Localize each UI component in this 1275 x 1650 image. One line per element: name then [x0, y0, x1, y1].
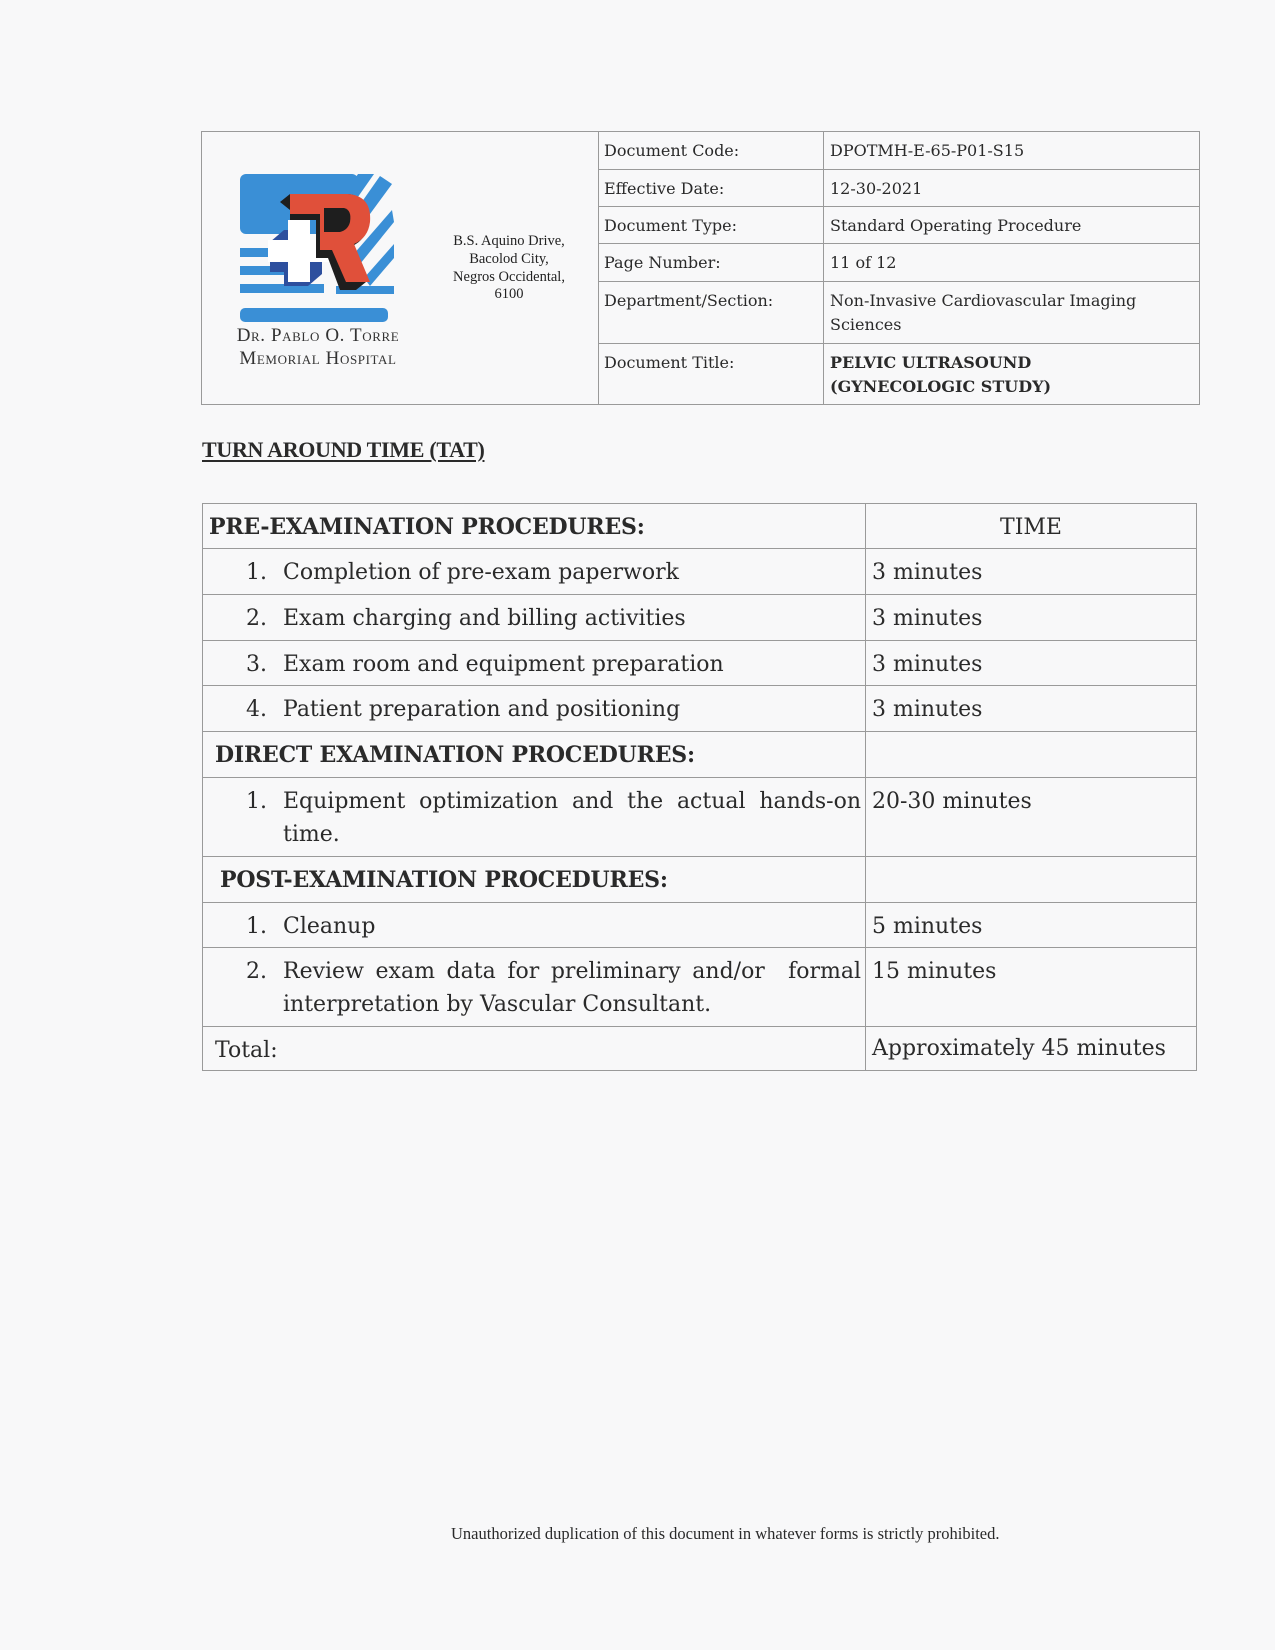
meta-row-document-type — [598, 207, 1199, 244]
table-row — [203, 595, 1196, 641]
meta-label: Document Title: — [598, 344, 824, 404]
document-title-value — [824, 344, 1199, 404]
page-number-value: 11 of 12 — [830, 253, 897, 272]
meta-row-page-number — [598, 244, 1199, 282]
time-cell: 3 minutes — [872, 606, 983, 631]
tat-table — [202, 503, 1197, 1071]
table-row — [203, 549, 1196, 595]
item-text: Exam charging and billing activities — [283, 606, 686, 631]
document-metadata-table — [598, 132, 1199, 404]
meta-label: Effective Date: — [598, 170, 824, 206]
table-row — [203, 778, 1196, 857]
procedure-cell — [203, 686, 866, 731]
time-cell: 3 minutes — [872, 560, 983, 585]
section-row-post — [203, 857, 1196, 903]
procedure-cell — [203, 549, 866, 594]
table-row — [203, 641, 1196, 686]
item-number: 3. — [246, 652, 267, 677]
hospital-address — [434, 232, 584, 302]
document-title-line1: PELVIC ULTRASOUND — [830, 353, 1032, 372]
time-cell: 3 minutes — [872, 697, 983, 722]
item-text-line1: Equipment optimization and the actual hands-on — [283, 789, 861, 814]
total-row — [203, 1027, 1196, 1070]
total-label-cell — [203, 1027, 866, 1070]
hospital-name-line1: Dr. Pablo O. Torre — [236, 325, 400, 346]
table-row — [203, 686, 1196, 732]
meta-label: Department/Section: — [598, 282, 824, 343]
address-line4: 6100 — [494, 286, 524, 302]
section-title: TURN AROUND TIME (TAT) — [202, 437, 485, 462]
procedure-cell — [203, 903, 866, 947]
item-text: Cleanup — [283, 914, 376, 939]
item-text: Completion of pre-exam paperwork — [283, 560, 679, 585]
meta-label: Document Code: — [598, 132, 824, 169]
item-text: Exam room and equipment preparation — [283, 652, 724, 677]
department-value: Non-Invasive Cardiovascular Imaging Sciences — [830, 291, 1137, 334]
section-heading-cell — [203, 504, 866, 548]
time-cell-empty — [866, 732, 1196, 777]
meta-row-department — [598, 282, 1199, 344]
time-cell: 20-30 minutes — [872, 789, 1032, 814]
item-text-line1: Review exam data for preliminary and/or formal — [283, 959, 861, 984]
meta-row-effective-date — [598, 170, 1199, 207]
section-row-direct — [203, 732, 1196, 778]
table-row — [203, 948, 1196, 1027]
procedure-cell — [203, 778, 866, 856]
address-line3: Negros Occidental, — [453, 269, 565, 285]
total-value: Approximately 45 minutes — [872, 1036, 1166, 1061]
item-text — [283, 955, 861, 1021]
meta-row-document-code — [598, 132, 1199, 170]
time-column-header: TIME — [1000, 515, 1062, 540]
time-cell-empty — [866, 857, 1196, 902]
procedure-cell — [203, 948, 866, 1026]
total-label: Total: — [215, 1038, 278, 1063]
item-number: 1. — [246, 914, 267, 939]
meta-label: Document Type: — [598, 207, 824, 243]
hospital-name — [214, 324, 422, 370]
item-number: 2. — [246, 606, 267, 631]
item-number: 1. — [246, 560, 267, 585]
item-text-line2: interpretation by Vascular Consultant. — [283, 992, 712, 1017]
procedure-cell — [203, 641, 866, 685]
time-cell: 15 minutes — [872, 959, 997, 984]
procedure-cell — [203, 595, 866, 640]
hospital-logo-icon — [240, 174, 394, 324]
item-number: 2. — [246, 959, 267, 984]
table-header-row — [203, 504, 1196, 549]
hospital-name-line2: Memorial Hospital — [239, 348, 397, 369]
section-heading-cell — [203, 857, 866, 902]
item-text-line2: time. — [283, 822, 340, 847]
time-cell: 3 minutes — [872, 652, 983, 677]
effective-date-value: 12-30-2021 — [830, 179, 923, 198]
section-heading-direct-exam: DIRECT EXAMINATION PROCEDURES: — [215, 742, 695, 768]
item-number: 1. — [246, 789, 267, 814]
meta-label: Page Number: — [598, 244, 824, 281]
document-title-line2: (GYNECOLOGIC STUDY) — [830, 377, 1052, 396]
address-line1: B.S. Aquino Drive, — [453, 233, 565, 249]
item-text — [283, 785, 861, 851]
table-row — [203, 903, 1196, 948]
item-text: Patient preparation and positioning — [283, 697, 681, 722]
document-type-value: Standard Operating Procedure — [830, 216, 1082, 235]
time-cell: 5 minutes — [872, 914, 983, 939]
section-heading-cell — [203, 732, 866, 777]
address-line2: Bacolod City, — [469, 251, 549, 267]
document-code-value: DPOTMH-E-65-P01-S15 — [830, 141, 1025, 160]
meta-row-document-title — [598, 344, 1199, 404]
hospital-identity — [202, 132, 599, 404]
footer-notice: Unauthorized duplication of this document in whatever forms is strictly prohibited. — [451, 1524, 1000, 1543]
section-heading-post-exam: POST-EXAMINATION PROCEDURES: — [220, 867, 668, 893]
document-header — [201, 131, 1200, 405]
item-number: 4. — [246, 697, 267, 722]
section-heading-pre-exam: PRE-EXAMINATION PROCEDURES: — [209, 514, 645, 540]
